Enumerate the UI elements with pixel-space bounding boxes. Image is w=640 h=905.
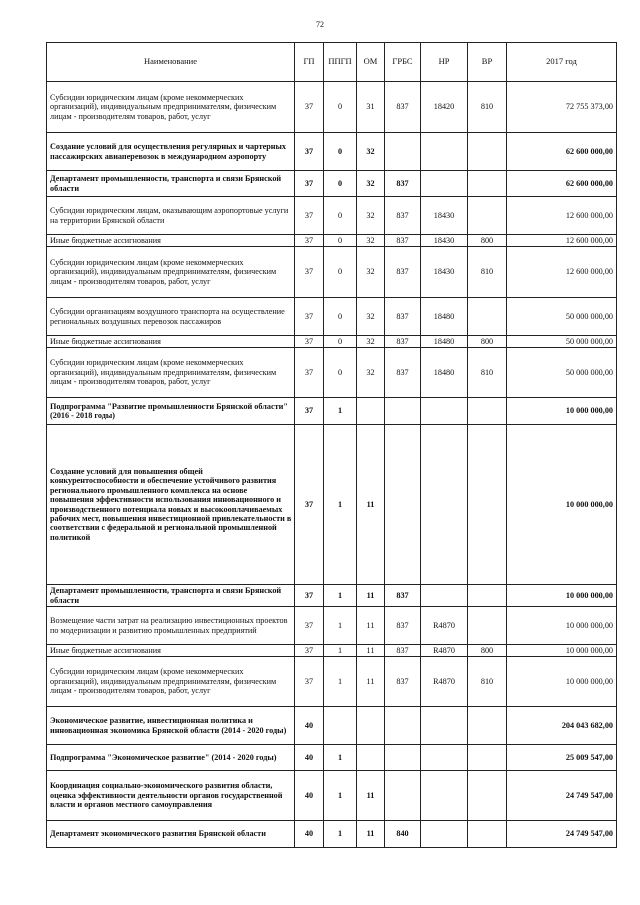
cell-om: 32 (357, 235, 385, 247)
cell-gp: 37 (295, 425, 324, 585)
cell-name: Департамент экономического развития Брянской области (47, 821, 295, 848)
cell-gp: 37 (295, 298, 324, 336)
cell-nr: 18430 (421, 197, 468, 235)
cell-gp: 37 (295, 197, 324, 235)
table-row (47, 657, 617, 707)
cell-name: Координация социально-экономического развития области, оценка эффективности деятельности органов государственной власти и органов местного самоуправления (47, 771, 295, 821)
cell-om: 11 (357, 585, 385, 607)
cell-om: 11 (357, 607, 385, 645)
cell-sum: 62 600 000,00 (507, 171, 617, 197)
table-row (47, 247, 617, 298)
header-grbs: ГРБС (385, 43, 421, 82)
cell-name: Иные бюджетные ассигнования (47, 336, 295, 348)
cell-sum: 50 000 000,00 (507, 336, 617, 348)
cell-vr (468, 821, 507, 848)
cell-gp: 37 (295, 133, 324, 171)
cell-sum: 204 043 682,00 (507, 707, 617, 745)
cell-sum: 25 009 547,00 (507, 745, 617, 771)
cell-name: Возмещение части затрат на реализацию инвестиционных проектов по модернизации и развитию промышленных предприятий (47, 607, 295, 645)
cell-vr (468, 607, 507, 645)
cell-om: 11 (357, 821, 385, 848)
cell-gp: 40 (295, 707, 324, 745)
cell-ppgp: 0 (324, 348, 357, 398)
cell-vr (468, 425, 507, 585)
cell-ppgp: 1 (324, 425, 357, 585)
cell-nr: 18430 (421, 247, 468, 298)
cell-sum: 10 000 000,00 (507, 585, 617, 607)
table-row (47, 585, 617, 607)
cell-grbs (385, 745, 421, 771)
header-om: ОМ (357, 43, 385, 82)
cell-grbs: 837 (385, 235, 421, 247)
cell-sum: 12 600 000,00 (507, 247, 617, 298)
table-row (47, 607, 617, 645)
cell-ppgp: 1 (324, 585, 357, 607)
cell-name: Субсидии юридическим лицам, оказывающим аэропортовые услуги на территории Брянской области (47, 197, 295, 235)
cell-nr (421, 398, 468, 425)
cell-sum: 72 755 373,00 (507, 82, 617, 133)
cell-nr: 18480 (421, 298, 468, 336)
cell-sum: 10 000 000,00 (507, 425, 617, 585)
cell-ppgp: 1 (324, 607, 357, 645)
cell-ppgp: 0 (324, 171, 357, 197)
cell-name: Экономическое развитие, инвестиционная политика и инновационная экономика Брянской области (2014 - 2020 годы) (47, 707, 295, 745)
cell-name: Создание условий для повышения общей конкурентоспособности и обеспечение устойчивого развития регионального промышленного комплекса на основе повышения эффективности использования инновационного и производственного потенциала новых и высокооплачиваемых рабочих мест, повышения инвестиционной привлекательности в соответствии с федеральной и региональной промышленной политикой (47, 425, 295, 585)
cell-nr (421, 821, 468, 848)
cell-om (357, 707, 385, 745)
cell-name: Создание условий для осуществления регулярных и чартерных пассажирских авиаперевозок в международном аэропорту (47, 133, 295, 171)
cell-vr (468, 745, 507, 771)
cell-nr (421, 745, 468, 771)
cell-ppgp: 0 (324, 235, 357, 247)
cell-vr: 800 (468, 645, 507, 657)
cell-vr: 810 (468, 82, 507, 133)
cell-nr (421, 171, 468, 197)
cell-nr: 18480 (421, 336, 468, 348)
cell-nr: 18480 (421, 348, 468, 398)
cell-ppgp: 0 (324, 247, 357, 298)
page-number: 72 (316, 20, 324, 29)
cell-gp: 37 (295, 171, 324, 197)
cell-om: 32 (357, 348, 385, 398)
cell-grbs (385, 133, 421, 171)
cell-sum: 24 749 547,00 (507, 771, 617, 821)
cell-name: Субсидии юридическим лицам (кроме некоммерческих организаций), индивидуальным предпринимателям, физическим лицам - производителям товаров, работ, услуг (47, 348, 295, 398)
cell-vr: 810 (468, 348, 507, 398)
cell-gp: 37 (295, 247, 324, 298)
header-nr: НР (421, 43, 468, 82)
cell-om: 32 (357, 247, 385, 298)
cell-grbs: 837 (385, 657, 421, 707)
cell-sum: 50 000 000,00 (507, 298, 617, 336)
cell-gp: 37 (295, 585, 324, 607)
cell-gp: 37 (295, 235, 324, 247)
cell-nr (421, 585, 468, 607)
table-row (47, 707, 617, 745)
cell-vr (468, 585, 507, 607)
cell-gp: 37 (295, 336, 324, 348)
cell-name: Субсидии юридическим лицам (кроме некоммерческих организаций), индивидуальным предпринимателям, физическим лицам - производителям товаров, работ, услуг (47, 82, 295, 133)
cell-gp: 37 (295, 607, 324, 645)
cell-ppgp: 0 (324, 298, 357, 336)
cell-om (357, 745, 385, 771)
table-row (47, 645, 617, 657)
cell-grbs: 837 (385, 171, 421, 197)
cell-om: 11 (357, 657, 385, 707)
cell-gp: 37 (295, 657, 324, 707)
cell-grbs: 837 (385, 82, 421, 133)
cell-grbs: 837 (385, 298, 421, 336)
cell-gp: 37 (295, 398, 324, 425)
cell-grbs (385, 425, 421, 585)
table-row (47, 82, 617, 133)
cell-ppgp: 1 (324, 771, 357, 821)
cell-vr: 810 (468, 247, 507, 298)
table-row (47, 133, 617, 171)
cell-name: Иные бюджетные ассигнования (47, 645, 295, 657)
cell-nr (421, 133, 468, 171)
header-vr: ВР (468, 43, 507, 82)
cell-grbs: 837 (385, 645, 421, 657)
cell-om: 11 (357, 425, 385, 585)
cell-grbs: 837 (385, 197, 421, 235)
table-header-row (47, 43, 617, 82)
cell-grbs (385, 771, 421, 821)
cell-vr (468, 398, 507, 425)
table-row (47, 235, 617, 247)
header-ppgp: ППГП (324, 43, 357, 82)
cell-name: Департамент промышленности, транспорта и связи Брянской области (47, 585, 295, 607)
cell-sum: 10 000 000,00 (507, 657, 617, 707)
cell-om: 32 (357, 298, 385, 336)
cell-om (357, 398, 385, 425)
cell-vr (468, 133, 507, 171)
header-year: 2017 год (507, 43, 617, 82)
cell-gp: 37 (295, 645, 324, 657)
cell-sum: 12 600 000,00 (507, 197, 617, 235)
cell-gp: 37 (295, 82, 324, 133)
cell-grbs (385, 707, 421, 745)
table-row (47, 398, 617, 425)
cell-sum: 10 000 000,00 (507, 398, 617, 425)
cell-om: 32 (357, 197, 385, 235)
cell-ppgp: 1 (324, 645, 357, 657)
cell-gp: 37 (295, 348, 324, 398)
cell-nr (421, 771, 468, 821)
table-row (47, 336, 617, 348)
budget-table (46, 42, 617, 848)
cell-sum: 12 600 000,00 (507, 235, 617, 247)
cell-nr: R4870 (421, 607, 468, 645)
cell-sum: 10 000 000,00 (507, 607, 617, 645)
table-row (47, 425, 617, 585)
cell-om: 32 (357, 133, 385, 171)
cell-om: 32 (357, 336, 385, 348)
cell-vr: 810 (468, 657, 507, 707)
cell-ppgp: 0 (324, 82, 357, 133)
cell-name: Департамент промышленности, транспорта и связи Брянской области (47, 171, 295, 197)
cell-om: 11 (357, 645, 385, 657)
cell-grbs: 837 (385, 585, 421, 607)
header-name: Наименование (47, 43, 295, 82)
cell-sum: 62 600 000,00 (507, 133, 617, 171)
cell-nr: R4870 (421, 657, 468, 707)
cell-name: Подпрограмма "Развитие промышленности Брянской области" (2016 - 2018 годы) (47, 398, 295, 425)
cell-vr: 800 (468, 235, 507, 247)
cell-ppgp: 1 (324, 745, 357, 771)
cell-grbs: 837 (385, 247, 421, 298)
cell-name: Подпрограмма "Экономическое развитие" (2014 - 2020 годы) (47, 745, 295, 771)
cell-gp: 40 (295, 771, 324, 821)
cell-ppgp: 0 (324, 336, 357, 348)
cell-grbs: 837 (385, 336, 421, 348)
table-row (47, 821, 617, 848)
cell-vr (468, 707, 507, 745)
cell-ppgp: 0 (324, 133, 357, 171)
cell-ppgp (324, 707, 357, 745)
cell-grbs: 837 (385, 348, 421, 398)
table-row (47, 298, 617, 336)
cell-sum: 24 749 547,00 (507, 821, 617, 848)
cell-nr: R4870 (421, 645, 468, 657)
cell-nr: 18430 (421, 235, 468, 247)
cell-vr (468, 771, 507, 821)
table-row (47, 745, 617, 771)
cell-ppgp: 0 (324, 197, 357, 235)
cell-grbs: 840 (385, 821, 421, 848)
cell-name: Субсидии юридическим лицам (кроме некоммерческих организаций), индивидуальным предпринимателям, физическим лицам - производителям товаров, работ, услуг (47, 657, 295, 707)
cell-vr (468, 298, 507, 336)
cell-name: Субсидии юридическим лицам (кроме некоммерческих организаций), индивидуальным предпринимателям, физическим лицам - производителям товаров, работ, услуг (47, 247, 295, 298)
cell-vr (468, 171, 507, 197)
cell-sum: 50 000 000,00 (507, 348, 617, 398)
cell-nr (421, 425, 468, 585)
table-row (47, 771, 617, 821)
cell-ppgp: 1 (324, 398, 357, 425)
cell-name: Субсидии организациям воздушного транспорта на осуществление региональных воздушных перевозок пассажиров (47, 298, 295, 336)
table-row (47, 171, 617, 197)
cell-om: 32 (357, 171, 385, 197)
cell-nr: 18420 (421, 82, 468, 133)
cell-grbs: 837 (385, 607, 421, 645)
cell-name: Иные бюджетные ассигнования (47, 235, 295, 247)
cell-om: 31 (357, 82, 385, 133)
cell-nr (421, 707, 468, 745)
cell-vr (468, 197, 507, 235)
table-row (47, 197, 617, 235)
table-row (47, 348, 617, 398)
cell-ppgp: 1 (324, 657, 357, 707)
cell-gp: 40 (295, 821, 324, 848)
cell-om: 11 (357, 771, 385, 821)
cell-gp: 40 (295, 745, 324, 771)
cell-vr: 800 (468, 336, 507, 348)
cell-ppgp: 1 (324, 821, 357, 848)
cell-grbs (385, 398, 421, 425)
cell-sum: 10 000 000,00 (507, 645, 617, 657)
header-gp: ГП (295, 43, 324, 82)
